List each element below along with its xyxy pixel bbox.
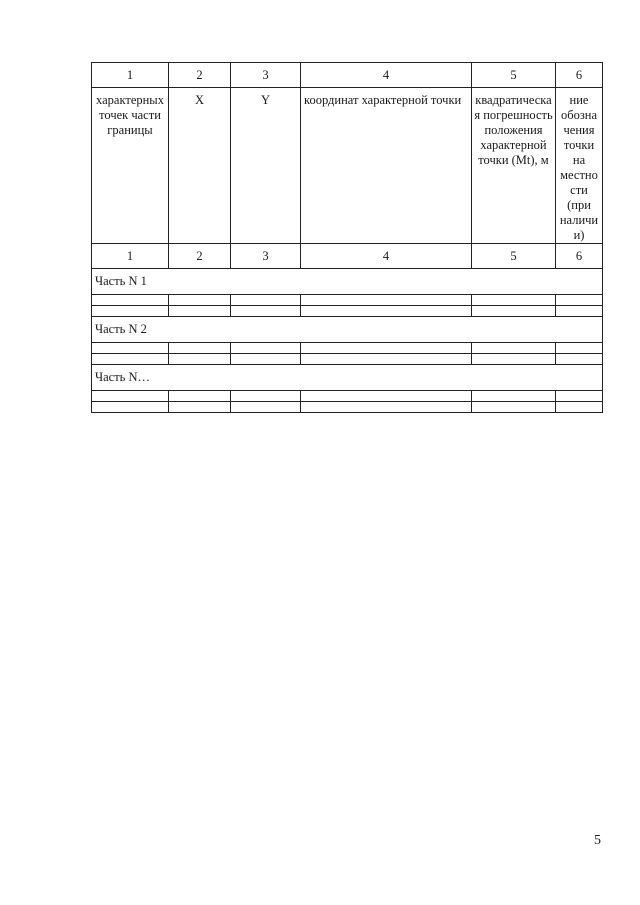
table-cell: [169, 391, 231, 402]
table-cell: [92, 343, 169, 354]
part-label: Часть N…: [92, 365, 603, 391]
table-row: [92, 295, 603, 306]
table-cell: [301, 391, 472, 402]
part-label: Часть N 1: [92, 269, 603, 295]
table-cell: [556, 343, 603, 354]
column-number: 4: [301, 244, 472, 269]
table-cell: [472, 402, 556, 413]
table-cell: [301, 402, 472, 413]
header-row: [92, 88, 603, 244]
table-cell: [169, 354, 231, 365]
header-point-names: характерных точек части границы: [92, 88, 169, 244]
table-cell: [301, 354, 472, 365]
table-cell: [92, 306, 169, 317]
table-row: [92, 354, 603, 365]
part-row: [92, 365, 603, 391]
page-number: 5: [594, 833, 601, 848]
table-cell: [556, 306, 603, 317]
table-cell: [301, 295, 472, 306]
part-label: Часть N 2: [92, 317, 603, 343]
column-number: 6: [556, 63, 603, 88]
table-cell: [92, 402, 169, 413]
header-coordinate-method: координат характерной точки: [301, 88, 472, 244]
table-cell: [231, 343, 301, 354]
table-cell: [231, 354, 301, 365]
table-cell: [169, 343, 231, 354]
column-number: 6: [556, 244, 603, 269]
table-cell: [556, 354, 603, 365]
column-number-row-bottom: [92, 244, 603, 269]
part-row: [92, 269, 603, 295]
table-row: [92, 306, 603, 317]
table-cell: [556, 402, 603, 413]
column-number: 1: [92, 63, 169, 88]
column-number: 3: [231, 244, 301, 269]
table-cell: [169, 402, 231, 413]
table-cell: [169, 295, 231, 306]
column-number: 5: [472, 63, 556, 88]
table-cell: [231, 306, 301, 317]
column-number-row-top: [92, 63, 603, 88]
coordinates-table: [91, 62, 603, 413]
table-cell: [472, 354, 556, 365]
column-number: 4: [301, 63, 472, 88]
column-number: 5: [472, 244, 556, 269]
table-cell: [472, 343, 556, 354]
column-number: 1: [92, 244, 169, 269]
table-row: [92, 391, 603, 402]
table-cell: [231, 402, 301, 413]
table-cell: [231, 295, 301, 306]
table-cell: [301, 343, 472, 354]
table-cell: [556, 391, 603, 402]
part-row: [92, 317, 603, 343]
table-cell: [92, 354, 169, 365]
table-cell: [231, 391, 301, 402]
table-row: [92, 343, 603, 354]
table-cell: [92, 295, 169, 306]
header-marking: ние обозна чения точки на местно сти (при наличи и): [556, 88, 603, 244]
table-cell: [169, 306, 231, 317]
table-cell: [472, 306, 556, 317]
table-cell: [472, 295, 556, 306]
table-cell: [92, 391, 169, 402]
column-number: 2: [169, 63, 231, 88]
table-cell: [556, 295, 603, 306]
column-number: 3: [231, 63, 301, 88]
header-accuracy: квадратическа я погрешность положения характерной точки (Mt), м: [472, 88, 556, 244]
column-number: 2: [169, 244, 231, 269]
table-cell: [301, 306, 472, 317]
header-x: X: [169, 88, 231, 244]
table-cell: [472, 391, 556, 402]
header-y: Y: [231, 88, 301, 244]
table-row: [92, 402, 603, 413]
